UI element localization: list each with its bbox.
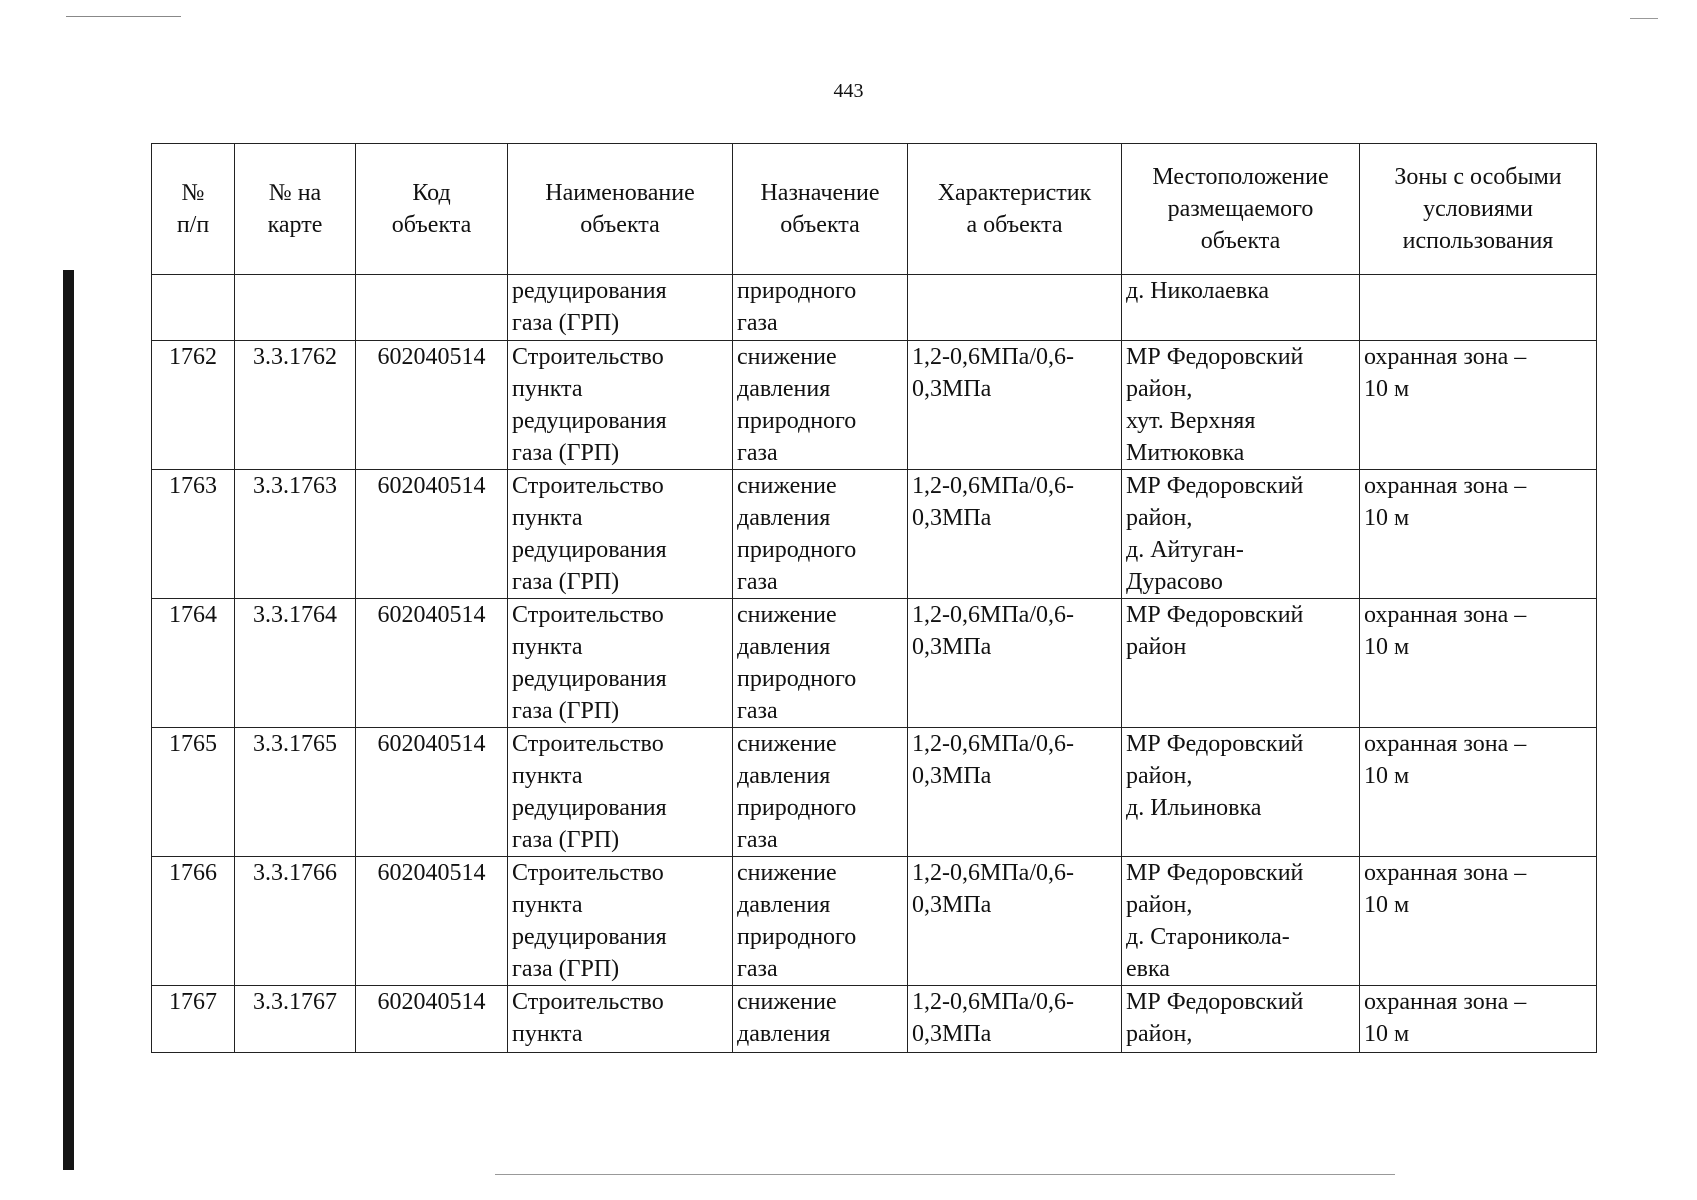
cell-number: 1763 [152, 470, 235, 599]
cell-name: Строительство пункта редуцирования газа (ГРП) [508, 728, 733, 857]
cell-purpose: снижение давления природного газа [733, 857, 908, 986]
cell-map-number: 3.3.1766 [235, 857, 356, 986]
header-object-location: Местоположение размещаемого объекта [1122, 144, 1360, 275]
bottom-scan-rule [495, 1174, 1395, 1175]
top-right-scan-rule [1630, 18, 1658, 19]
table-header-row [152, 144, 1597, 275]
cell-code: 602040514 [356, 986, 508, 1053]
table-row [152, 470, 1597, 599]
cell-code: 602040514 [356, 470, 508, 599]
table-row [152, 857, 1597, 986]
header-object-code: Код объекта [356, 144, 508, 275]
cell-zone: охранная зона – 10 м [1360, 341, 1597, 470]
cell-map-number: 3.3.1763 [235, 470, 356, 599]
cell-purpose: природного газа [733, 275, 908, 341]
objects-table [151, 143, 1597, 1053]
header-map-number: № на карте [235, 144, 356, 275]
cell-number: 1767 [152, 986, 235, 1053]
scan-binding-edge [63, 270, 74, 1170]
table-row [152, 599, 1597, 728]
table-row [152, 986, 1597, 1053]
cell-location: д. Николаевка [1122, 275, 1360, 341]
cell-zone: охранная зона – 10 м [1360, 728, 1597, 857]
cell-location: МР Федоровский район, хут. Верхняя Митюковка [1122, 341, 1360, 470]
cell-zone: охранная зона – 10 м [1360, 986, 1597, 1053]
cell-name: Строительство пункта редуцирования газа (ГРП) [508, 470, 733, 599]
cell-spec: 1,2-0,6МПа/0,6- 0,3МПа [908, 341, 1122, 470]
cell-spec: 1,2-0,6МПа/0,6- 0,3МПа [908, 986, 1122, 1053]
cell-zone: охранная зона – 10 м [1360, 470, 1597, 599]
cell-number: 1764 [152, 599, 235, 728]
cell-name: редуцирования газа (ГРП) [508, 275, 733, 341]
cell-zone: охранная зона – 10 м [1360, 857, 1597, 986]
cell-zone: охранная зона – 10 м [1360, 599, 1597, 728]
cell-number: 1762 [152, 341, 235, 470]
cell-number: 1765 [152, 728, 235, 857]
cell-location: МР Федоровский район, д. Староникола- евка [1122, 857, 1360, 986]
cell-location: МР Федоровский район [1122, 599, 1360, 728]
cell-number: 1766 [152, 857, 235, 986]
table-row-continuation [152, 275, 1597, 341]
table-row [152, 341, 1597, 470]
cell-location: МР Федоровский район, [1122, 986, 1360, 1053]
cell-code: 602040514 [356, 599, 508, 728]
cell-zone [1360, 275, 1597, 341]
cell-map-number: 3.3.1767 [235, 986, 356, 1053]
cell-location: МР Федоровский район, д. Айтуган- Дурасово [1122, 470, 1360, 599]
header-object-purpose: Назначение объекта [733, 144, 908, 275]
cell-name: Строительство пункта [508, 986, 733, 1053]
cell-name: Строительство пункта редуцирования газа (ГРП) [508, 599, 733, 728]
header-object-spec: Характеристик а объекта [908, 144, 1122, 275]
cell-map-number: 3.3.1765 [235, 728, 356, 857]
cell-name: Строительство пункта редуцирования газа (ГРП) [508, 857, 733, 986]
cell-map-number [235, 275, 356, 341]
cell-spec [908, 275, 1122, 341]
cell-purpose: снижение давления природного газа [733, 599, 908, 728]
table-row [152, 728, 1597, 857]
cell-purpose: снижение давления природного газа [733, 470, 908, 599]
cell-spec: 1,2-0,6МПа/0,6- 0,3МПа [908, 728, 1122, 857]
cell-name: Строительство пункта редуцирования газа (ГРП) [508, 341, 733, 470]
header-object-name: Наименование объекта [508, 144, 733, 275]
cell-purpose: снижение давления природного газа [733, 341, 908, 470]
cell-map-number: 3.3.1762 [235, 341, 356, 470]
cell-code [356, 275, 508, 341]
cell-location: МР Федоровский район, д. Ильиновка [1122, 728, 1360, 857]
cell-code: 602040514 [356, 857, 508, 986]
cell-spec: 1,2-0,6МПа/0,6- 0,3МПа [908, 470, 1122, 599]
cell-number [152, 275, 235, 341]
header-row-number: № п/п [152, 144, 235, 275]
cell-code: 602040514 [356, 341, 508, 470]
cell-spec: 1,2-0,6МПа/0,6- 0,3МПа [908, 857, 1122, 986]
header-special-zones: Зоны с особыми условиями использования [1360, 144, 1597, 275]
top-left-scan-rule [66, 16, 181, 17]
cell-map-number: 3.3.1764 [235, 599, 356, 728]
cell-code: 602040514 [356, 728, 508, 857]
cell-purpose: снижение давления природного газа [733, 728, 908, 857]
cell-spec: 1,2-0,6МПа/0,6- 0,3МПа [908, 599, 1122, 728]
page-number: 443 [833, 80, 864, 102]
cell-purpose: снижение давления [733, 986, 908, 1053]
